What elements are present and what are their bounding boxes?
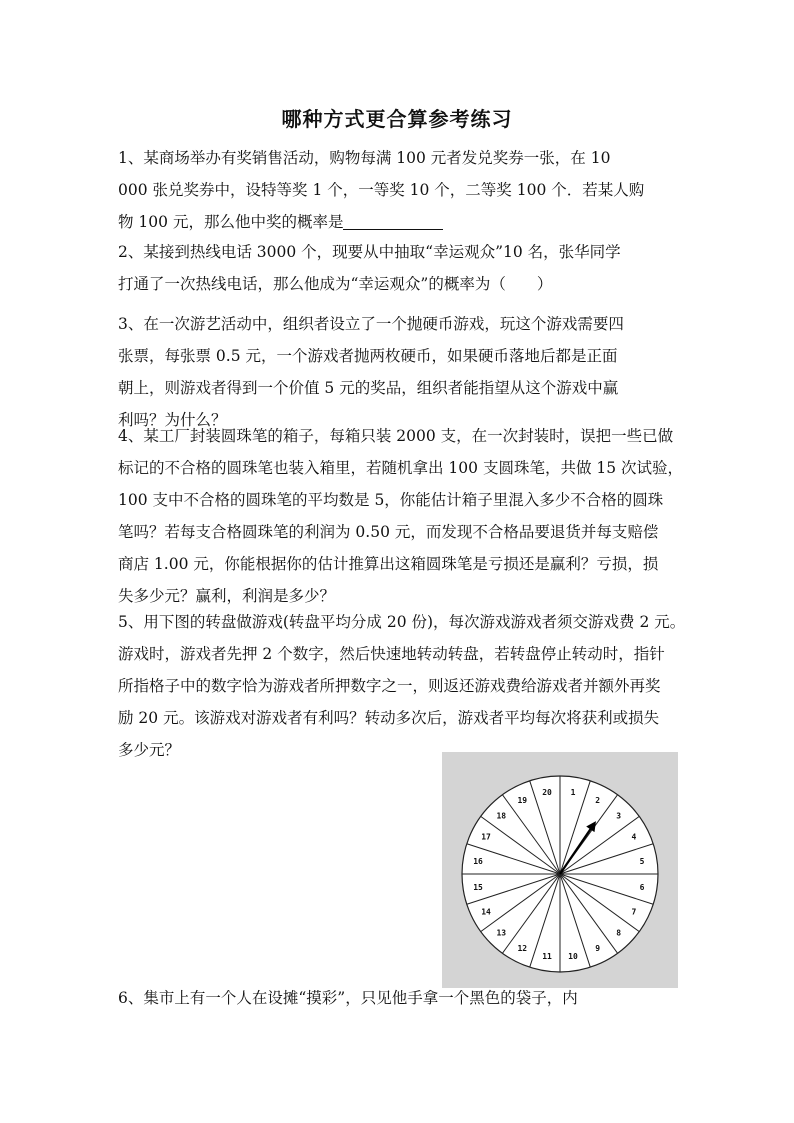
question-4-line-1: 4、某工厂封装圆珠笔的箱子，每箱只装 2000 支，在一次封装时，误把一些已做 — [118, 427, 674, 445]
question-5 — [118, 606, 686, 766]
question-4-line-3: 100 支中不合格的圆珠笔的平均数是 5，你能估计箱子里混入多少不合格的圆珠 — [118, 491, 664, 509]
spinner-number: 15 — [473, 882, 483, 892]
question-3-line-4: 利吗？为什么？ — [118, 411, 227, 429]
question-5-line-4: 励 20 元。该游戏对游戏者有利吗？转动多次后，游戏者平均每次将获利或损失 — [118, 709, 660, 727]
question-3-line-3: 朝上，则游戏者得到一个价值 5 元的奖品，组织者能指望从这个游戏中赢 — [118, 379, 619, 397]
spinner-number: 12 — [517, 943, 528, 953]
question-4-line-4: 笔吗？若每支合格圆珠笔的利润为 0.50 元，而发现不合格品要退货并每支赔偿 — [118, 523, 659, 541]
spinner-number: 9 — [595, 943, 601, 953]
spinner-number: 5 — [639, 857, 645, 867]
question-4-line-6: 失多少元？赢利，利润是多少？ — [118, 587, 336, 605]
question-6 — [118, 982, 678, 1014]
answer-blank[interactable] — [343, 211, 443, 230]
question-2-line-1: 2、某接到热线电话 3000 个，现要从中抽取“幸运观众”10 名，张华同学 — [118, 243, 621, 261]
spinner-number: 17 — [481, 832, 491, 842]
spinner-number: 6 — [639, 882, 645, 892]
question-1-line-2: 000 张兑奖券中，设特等奖 1 个，一等奖 10 个，二等奖 100 个．若某人购 — [118, 181, 645, 199]
spinner-number: 1 — [570, 788, 576, 798]
spinner-number: 8 — [616, 928, 622, 938]
question-1 — [118, 142, 678, 238]
spinner-diagram — [442, 752, 678, 988]
question-5-line-1: 5、用下图的转盘做游戏(转盘平均分成 20 份)，每次游戏游戏者须交游戏费 2 元。 — [118, 613, 686, 631]
question-3-line-1: 3、在一次游艺活动中，组织者设立了一个抛硬币游戏，玩这个游戏需要四 — [118, 315, 624, 333]
question-4 — [118, 420, 684, 612]
question-5-line-5: 多少元？ — [118, 741, 181, 759]
question-4-line-5: 商店 1.00 元，你能根据你的估计推算出这箱圆珠笔是亏损还是赢利？亏损，损 — [118, 555, 659, 573]
question-5-line-2: 游戏时，游戏者先押 2 个数字，然后快速地转动转盘，若转盘停止转动时，指针 — [118, 645, 665, 663]
spinner-number: 19 — [517, 796, 528, 806]
question-1-line-3: 物 100 元，那么他中奖的概率是 — [118, 213, 344, 231]
spinner-number: 7 — [631, 907, 637, 917]
question-2 — [118, 236, 678, 300]
spinner-number: 10 — [568, 951, 578, 961]
spinner-figure — [442, 752, 678, 988]
question-1-line-3-wrap — [118, 206, 678, 238]
question-3 — [118, 308, 678, 436]
spinner-number: 2 — [595, 796, 601, 806]
spinner-number: 3 — [616, 811, 622, 821]
spinner-number: 13 — [496, 928, 507, 938]
question-6-line-1: 6、集市上有一个人在设摊“摸彩”，只见他手拿一个黑色的袋子，内 — [118, 989, 578, 1007]
question-2-line-2: 打通了一次热线电话，那么他成为“幸运观众”的概率为（ ） — [118, 275, 553, 293]
spinner-number: 16 — [473, 857, 483, 867]
spinner-number: 4 — [631, 832, 637, 842]
question-3-line-2: 张票，每张票 0.5 元，一个游戏者抛两枚硬币，如果硬币落地后都是正面 — [118, 347, 618, 365]
question-1-line-1: 1、某商场举办有奖销售活动，购物每满 100 元者发兑奖券一张，在 10 — [118, 149, 611, 167]
question-5-line-3: 所指格子中的数字恰为游戏者所押数字之一，则返还游戏费给游戏者并额外再奖 — [118, 677, 661, 695]
spinner-number: 14 — [481, 907, 491, 917]
page-title: 哪种方式更合算参考练习 — [281, 107, 513, 131]
spinner-number: 18 — [496, 811, 507, 821]
spinner-number: 11 — [542, 951, 552, 961]
spinner-number: 20 — [542, 788, 552, 798]
question-4-line-2: 标记的不合格的圆珠笔也装入箱里，若随机拿出 100 支圆珠笔，共做 15 次试验， — [118, 459, 684, 477]
